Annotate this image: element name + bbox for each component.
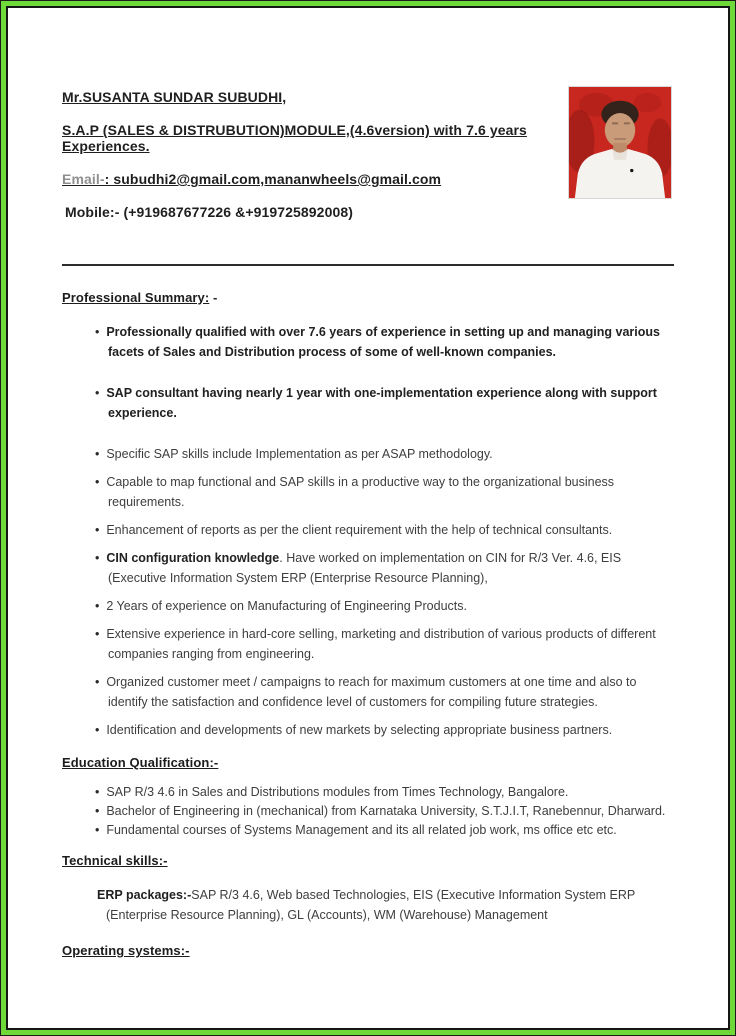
section-heading-technical-skills: [62, 853, 676, 868]
technical-skills-label: Technical skills:-: [62, 853, 168, 869]
resume-title: S.A.P (SALES & DISTRUBUTION)MODULE,(4.6version) with 7.6 years Experiences.: [62, 122, 527, 154]
section-heading-professional-summary: [62, 290, 676, 305]
education-list: [84, 783, 676, 839]
operating-systems-label: Operating systems:-: [62, 943, 190, 959]
summary-bullet: • CIN configuration knowledge. Have worked on implementation on CIN for R/3 Ver. 4.6, EIS (Executive Information System ERP (Enterprise Resource Planning),: [84, 548, 674, 588]
education-bullet: • SAP R/3 4.6 in Sales and Distributions modules from Times Technology, Bangalore.: [84, 783, 674, 801]
header-divider: [62, 264, 674, 266]
professional-summary-suffix: -: [209, 290, 218, 305]
applicant-name: Mr.SUSANTA SUNDAR SUBUDHI,: [62, 89, 287, 105]
section-heading-education: [62, 755, 676, 770]
education-label: Education Qualification:-: [62, 755, 219, 770]
summary-bullet: • Capable to map functional and SAP skills in a productive way to the organizational business requirements.: [84, 472, 674, 512]
header-text-block: [62, 86, 568, 237]
summary-bullet: • Extensive experience in hard-core selling, marketing and distribution of various products of different companies ranging from engineering.: [84, 624, 674, 664]
summary-bullet: • Organized customer meet / campaigns to reach for maximum customers at one time and also to identify the satisfaction and confidence level of customers for compiling future strategies.: [84, 672, 674, 712]
applicant-photo: [568, 86, 672, 199]
applicant-photo-image: [569, 87, 671, 198]
resume-header: [62, 86, 676, 237]
professional-summary-label: Professional Summary:: [62, 290, 210, 305]
email-label: Email-: [62, 171, 105, 187]
erp-packages-label: ERP packages:-: [97, 888, 192, 903]
summary-bullet: • Professionally qualified with over 7.6 years of experience in setting up and managing various facets of Sales and Distribution process of some of well-known companies.: [84, 322, 674, 362]
summary-bullet: • Enhancement of reports as per the client requirement with the help of technical consultants.: [84, 520, 674, 540]
summary-bullet: • SAP consultant having nearly 1 year with one-implementation experience along with support experience.: [84, 383, 674, 423]
professional-summary-list: [84, 322, 676, 740]
email-addresses: : subudhi2@gmail.com,mananwheels@gmail.com: [104, 171, 442, 187]
erp-packages-paragraph: [97, 885, 676, 925]
mobile-line: Mobile:- (+919687677226 &+919725892008): [65, 204, 353, 220]
resume-document: [6, 6, 730, 1030]
summary-bullet: • Identification and developments of new markets by selecting appropriate business partners.: [84, 720, 674, 740]
education-bullet: • Fundamental courses of Systems Management and its all related job work, ms office etc etc.: [84, 821, 674, 839]
summary-bullet: • 2 Years of experience on Manufacturing of Engineering Products.: [84, 596, 674, 616]
summary-bullet: • Specific SAP skills include Implementation as per ASAP methodology.: [84, 444, 674, 464]
erp-packages-text: SAP R/3 4.6, Web based Technologies, EIS (Executive Information System ERP (Enterprise Resource Planning), GL (Accounts), WM (Warehouse) Management: [106, 888, 636, 923]
education-bullet: • Bachelor of Engineering in (mechanical) from Karnataka University, S.T.J.I.T, Ranebennur, Dharward.: [84, 802, 674, 820]
section-heading-operating-systems: [62, 943, 676, 958]
email-line: [62, 171, 568, 187]
